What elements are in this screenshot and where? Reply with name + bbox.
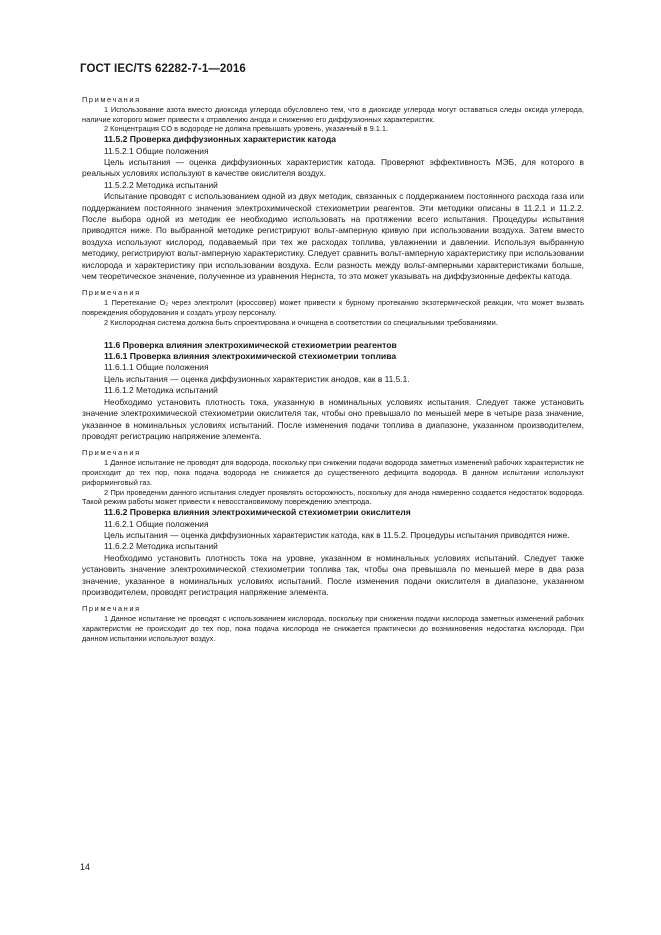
notes-label: Примечания <box>82 95 141 104</box>
subsection-title: 11.5.2.1 Общие положения <box>104 145 209 156</box>
page-content <box>82 95 584 644</box>
body-paragraph: Цель испытания — оценка диффузионных характеристик анодов, как в 11.5.1. <box>104 373 410 384</box>
subsection-title: 11.6.1.2 Методика испытаний <box>104 385 218 396</box>
subsection-title: 11.5.2.2 Методика испытаний <box>104 179 218 190</box>
subsection-title: 11.6.2.2 Методика испытаний <box>104 541 218 552</box>
body-paragraph: Цель испытания — оценка диффузионных характеристик катода. Проверяют эффективность МЭБ, для которого в реальных условиях используют в качестве окислителя воздух. <box>82 157 584 179</box>
section-heading: 11.5.2 Проверка диффузионных характеристик катода <box>104 134 337 145</box>
section-heading: 11.6 Проверка влияния электрохимической стехиометрии реагентов <box>104 339 397 350</box>
body-paragraph: Испытание проводят с использованием одной из двух методик, связанных с поддержанием постоянного расхода газа или поддержанием постоянного значения электрохимической стехиометрии реагентов. Эти методики описаны в 11.2.1 и 11.2.2. После выбора одной из методик ее необходимо использовать на протяжении всего испытания. Процедуры испытания приводятся ниже. По выбранной методике регистрируют вольт-амперную кривую при использовании воздуха. Затем вместо воздуха используют кислород, подаваемый при тех же расходах топлива, увлажнении и давлении. Используя выбранную методику, регистрируют вольт-амперную характеристику. Следует сравнить вольт-амперную характеристику при использовании кислорода и характеристику при использовании воздуха. Если разность между вольт-амперными характеристиками больше, чем теоретическое значение, полученное из уравнения Нернста, то это может указывать на диффузионные дефекты катода. <box>82 191 584 282</box>
body-paragraph: Необходимо установить плотность тока на уровне, указанном в номинальных условиях испытаний. Следует также установить значение электрохимической стехиометрии топлива так, чтобы она превышала по меньшей мере в два раза значение, указанное в номинальных условиях испытаний. После изменения подачи окислителя в диапазоне, указанном производителем, проводят регистрация напряжение элемента. <box>82 552 584 597</box>
subsection-title: 11.6.2.1 Общие положения <box>104 518 209 529</box>
note-paragraph: 2 При проведении данного испытания следует проявлять осторожность, поскольку для анода намеренно создается недостаток водорода. Такой режим работы может привести к невосстановимому повреждению электрода. <box>82 487 584 507</box>
notes-label: Примечания <box>82 604 141 614</box>
note-paragraph: 1 Данное испытание не проводят с использованием кислорода, поскольку при снижении подачи кислорода заметных изменений рабочих характеристик не происходит до тех пор, пока подача кислорода не снижается практически до возникновения недостатка кислорода. При данном испытании используют воздух. <box>82 614 584 643</box>
subsection-title: 11.6.1.1 Общие положения <box>104 362 209 373</box>
note-paragraph: 1 Данное испытание не проводят для водорода, поскольку при снижении подачи водорода заметных изменений рабочих характеристик не происходит до тех пор, пока подача водорода не снижается до существенного дефицита водорода. В данном испытании используют риформинговый газ. <box>82 458 584 487</box>
body-paragraph: Необходимо установить плотность тока, указанную в номинальных условиях испытания. Следует также установить значение электрохимической стехиометрии окислителя так, чтобы оно превышало по меньшей мере в четыре раза значение, указанное в номинальных условиях испытаний. После изменения подачи топлива в диапазоне, указанном производителем, проводят регистрацию напряжение элемента. <box>82 396 584 441</box>
body-paragraph: Цель испытания — оценка диффузионных характеристик катода, как в 11.5.2. Процедуры испытания приводятся ниже. <box>104 529 570 540</box>
note-paragraph: 1 Перетекание O₂ через электролит (кроссовер) может привести к бурному протеканию экзотермической реакции, что может вызвать повреждения оборудования и создать угрозу персоналу. <box>82 298 584 318</box>
section-heading: 11.6.2 Проверка влияния электрохимической стехиометрии окислителя <box>104 507 411 518</box>
section-heading: 11.6.1 Проверка влияния электрохимической стехиометрии топлива <box>104 351 397 362</box>
notes-label: Примечания <box>82 448 141 458</box>
page-number: 14 <box>80 862 91 872</box>
notes-label: Примечания <box>82 288 141 298</box>
note-paragraph: 1 Использование азота вместо диоксида углерода обусловлено тем, что в диоксиде углерода могут оставаться следы оксида углерода, наличие которого может привести к отравлению анода и снижению его диффузионных характеристик. <box>82 104 584 124</box>
note-paragraph: 2 Концентрация CO в водороде не должна превышать уровень, указанный в 9.1.1. <box>104 124 389 134</box>
note-paragraph: 2 Кислородная система должна быть спроектирована и очищена в соответствии со специальными требованиями. <box>104 317 498 327</box>
document-header: ГОСТ IEC/TS 62282-7-1—2016 <box>80 63 246 75</box>
